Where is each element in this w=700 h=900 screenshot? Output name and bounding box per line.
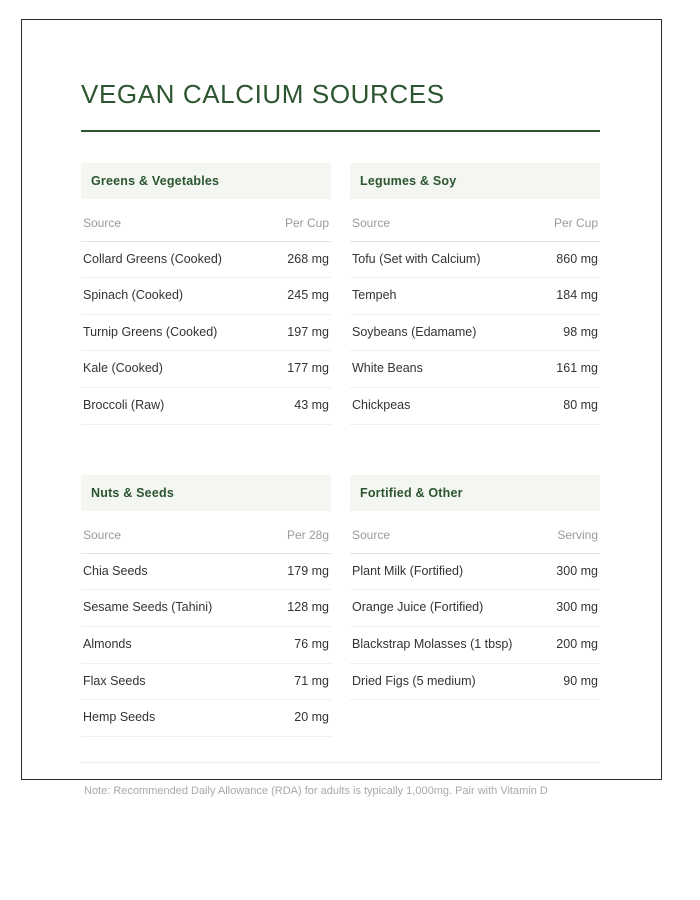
- column-header-amount: Per 28g: [249, 515, 331, 554]
- nutrition-table: [350, 203, 600, 425]
- cell-amount: 20 mg: [249, 700, 331, 737]
- table-row: [350, 590, 600, 627]
- footer-note: Note: Recommended Daily Allowance (RDA) for adults is typically 1,000mg. Pair with Vitamin D: [84, 785, 548, 797]
- table-header-row: [81, 203, 331, 242]
- cell-amount: 90 mg: [518, 663, 600, 700]
- card-legumes-soy: [350, 163, 600, 425]
- table-header-row: [81, 515, 331, 554]
- cell-amount: 245 mg: [249, 278, 331, 315]
- card-header: Greens & Vegetables: [81, 163, 331, 199]
- cell-source: White Beans: [350, 351, 518, 388]
- table-row: [350, 626, 600, 663]
- cell-amount: 200 mg: [518, 626, 600, 663]
- cell-source: Blackstrap Molasses (1 tbsp): [350, 626, 518, 663]
- cell-source: Flax Seeds: [81, 663, 249, 700]
- cell-amount: 300 mg: [518, 553, 600, 590]
- table-row: [350, 314, 600, 351]
- table-header-row: [350, 203, 600, 242]
- column-header-source: Source: [81, 515, 249, 554]
- cell-amount: 197 mg: [249, 314, 331, 351]
- cell-amount: 184 mg: [518, 278, 600, 315]
- table-row: [81, 663, 331, 700]
- cell-source: Dried Figs (5 medium): [350, 663, 518, 700]
- cell-amount: 76 mg: [249, 626, 331, 663]
- cell-source: Broccoli (Raw): [81, 388, 249, 425]
- cell-source: Hemp Seeds: [81, 700, 249, 737]
- table-row: [81, 700, 331, 737]
- cell-amount: 179 mg: [249, 553, 331, 590]
- nutrition-table: [81, 203, 331, 425]
- column-header-source: Source: [350, 515, 518, 554]
- table-row: [350, 351, 600, 388]
- cell-source: Plant Milk (Fortified): [350, 553, 518, 590]
- footer-divider: [81, 762, 600, 763]
- table-row: [81, 553, 331, 590]
- table-row: [350, 388, 600, 425]
- table-row: [81, 388, 331, 425]
- card-header: Nuts & Seeds: [81, 475, 331, 511]
- cell-source: Tempeh: [350, 278, 518, 315]
- table-row: [350, 241, 600, 278]
- column-header-source: Source: [81, 203, 249, 242]
- table-row: [81, 626, 331, 663]
- table-row: [350, 553, 600, 590]
- cell-source: Collard Greens (Cooked): [81, 241, 249, 278]
- nutrition-table: [350, 515, 600, 701]
- table-row: [81, 278, 331, 315]
- cell-amount: 161 mg: [518, 351, 600, 388]
- cell-amount: 43 mg: [249, 388, 331, 425]
- cell-amount: 98 mg: [518, 314, 600, 351]
- column-header-amount: Serving: [518, 515, 600, 554]
- cell-amount: 71 mg: [249, 663, 331, 700]
- title-divider: [81, 130, 600, 132]
- cell-source: Chia Seeds: [81, 553, 249, 590]
- column-header-amount: Per Cup: [518, 203, 600, 242]
- card-header: Fortified & Other: [350, 475, 600, 511]
- document-content: [81, 80, 600, 737]
- cell-amount: 860 mg: [518, 241, 600, 278]
- cell-amount: 300 mg: [518, 590, 600, 627]
- table-row: [81, 351, 331, 388]
- column-header-source: Source: [350, 203, 518, 242]
- cell-source: Spinach (Cooked): [81, 278, 249, 315]
- cell-source: Kale (Cooked): [81, 351, 249, 388]
- table-row: [81, 314, 331, 351]
- cell-amount: 128 mg: [249, 590, 331, 627]
- cell-amount: 177 mg: [249, 351, 331, 388]
- table-header-row: [350, 515, 600, 554]
- cell-source: Tofu (Set with Calcium): [350, 241, 518, 278]
- table-row: [81, 241, 331, 278]
- card-nuts-seeds: [81, 475, 331, 737]
- nutrition-table: [81, 515, 331, 737]
- cell-source: Chickpeas: [350, 388, 518, 425]
- table-row: [350, 278, 600, 315]
- tables-grid: [81, 163, 600, 737]
- card-header: Legumes & Soy: [350, 163, 600, 199]
- cell-amount: 80 mg: [518, 388, 600, 425]
- column-header-amount: Per Cup: [249, 203, 331, 242]
- table-row: [81, 590, 331, 627]
- card-greens-vegetables: [81, 163, 331, 425]
- cell-amount: 268 mg: [249, 241, 331, 278]
- cell-source: Orange Juice (Fortified): [350, 590, 518, 627]
- cell-source: Soybeans (Edamame): [350, 314, 518, 351]
- cell-source: Almonds: [81, 626, 249, 663]
- card-fortified-other: [350, 475, 600, 737]
- page-title: VEGAN CALCIUM SOURCES: [81, 79, 445, 109]
- cell-source: Sesame Seeds (Tahini): [81, 590, 249, 627]
- cell-source: Turnip Greens (Cooked): [81, 314, 249, 351]
- table-row: [350, 663, 600, 700]
